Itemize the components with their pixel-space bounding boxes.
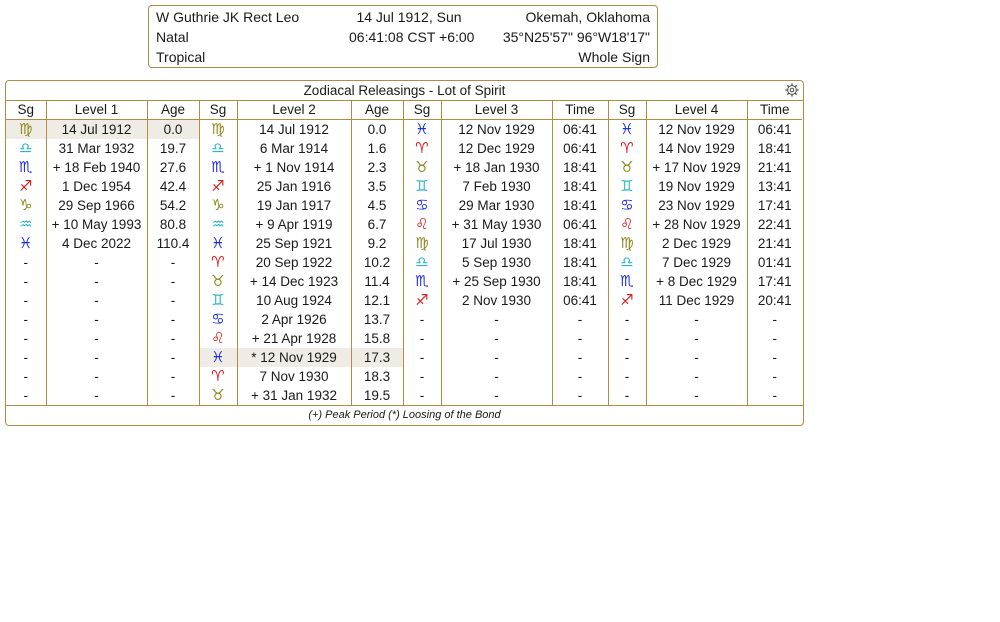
table-cell: 42.4	[147, 177, 199, 196]
table-cell: + 21 Apr 1928	[237, 329, 351, 348]
table-cell: -	[608, 367, 646, 386]
sign-cell	[199, 329, 237, 348]
table-cell: 14 Nov 1929	[646, 139, 747, 158]
table-cell: -	[46, 291, 147, 310]
table-cell: 13.7	[351, 310, 403, 329]
table-row[interactable]	[6, 253, 802, 272]
table-cell: 0.0	[351, 120, 403, 140]
zodiac-sign-icon: ♈	[211, 367, 225, 385]
table-cell: -	[552, 329, 608, 348]
table-cell: -	[747, 386, 802, 405]
table-cell: 80.8	[147, 215, 199, 234]
table-header-row	[6, 100, 802, 120]
column-header[interactable]: Level 4	[646, 100, 747, 120]
zodiac-sign-icon: ♈	[620, 139, 634, 157]
table-cell: 20:41	[747, 291, 802, 310]
zodiac-sign-icon: ♈	[415, 139, 429, 157]
table-cell: -	[646, 386, 747, 405]
sign-cell	[199, 310, 237, 329]
chart-info-box	[148, 5, 658, 68]
table-cell: -	[147, 348, 199, 367]
sign-cell	[199, 272, 237, 291]
table-cell: 4.5	[351, 196, 403, 215]
sign-cell	[199, 120, 237, 140]
chart-name: W Guthrie JK Rect Leo	[156, 9, 300, 25]
table-cell: -	[46, 386, 147, 405]
sign-cell	[403, 234, 441, 253]
table-cell: 13:41	[747, 177, 802, 196]
zodiac-sign-icon: ♏	[620, 272, 634, 290]
table-row[interactable]	[6, 329, 802, 348]
table-cell: 06:41	[552, 120, 608, 140]
column-header[interactable]: Sg	[6, 100, 46, 120]
sign-cell	[403, 120, 441, 140]
chart-info-row-3	[149, 46, 657, 66]
zodiac-sign-icon: ♒	[19, 215, 33, 233]
table-cell: 25 Sep 1921	[237, 234, 351, 253]
table-row[interactable]	[6, 310, 802, 329]
zodiac-sign-icon: ♎	[415, 253, 429, 271]
table-cell: 6 Mar 1914	[237, 139, 351, 158]
zodiac-sign-icon: ♍	[211, 120, 225, 138]
table-cell: 18:41	[552, 158, 608, 177]
table-cell: -	[23, 273, 28, 289]
house-system: Whole Sign	[578, 49, 650, 65]
table-cell: -	[646, 329, 747, 348]
table-cell: 18:41	[552, 234, 608, 253]
table-cell: 3.5	[351, 177, 403, 196]
table-cell: 12 Dec 1929	[441, 139, 552, 158]
table-row[interactable]	[6, 120, 802, 140]
column-header[interactable]: Level 1	[46, 100, 147, 120]
table-cell: 2 Dec 1929	[646, 234, 747, 253]
table-cell: -	[23, 254, 28, 270]
chart-time: 06:41:08 CST +6:00	[349, 29, 475, 45]
table-cell: 23 Nov 1929	[646, 196, 747, 215]
zodiac-sign-icon: ♒	[211, 215, 225, 233]
panel-title: Zodiacal Releasings - Lot of Spirit	[6, 81, 803, 101]
table-cell: 7 Nov 1930	[237, 367, 351, 386]
column-header[interactable]: Time	[552, 100, 608, 120]
zodiac-sign-icon: ♉	[211, 386, 225, 404]
table-cell: -	[608, 348, 646, 367]
zodiac-sign-icon: ♐	[19, 177, 33, 195]
table-cell: -	[403, 367, 441, 386]
table-cell: + 8 Dec 1929	[646, 272, 747, 291]
sign-cell	[608, 120, 646, 140]
table-cell: 29 Mar 1930	[441, 196, 552, 215]
table-cell: -	[147, 367, 199, 386]
zodiac-sign-icon: ♉	[211, 272, 225, 290]
table-cell: -	[403, 329, 441, 348]
table-cell: 4 Dec 2022	[46, 234, 147, 253]
table-cell: -	[441, 348, 552, 367]
table-cell: 22:41	[747, 215, 802, 234]
table-cell: 19.7	[147, 139, 199, 158]
table-cell: + 18 Jan 1930	[441, 158, 552, 177]
sign-cell	[6, 139, 46, 158]
table-cell: -	[46, 272, 147, 291]
table-cell: -	[608, 310, 646, 329]
table-cell: 21:41	[747, 234, 802, 253]
zodiac-sign-icon: ♎	[19, 139, 33, 157]
table-cell: 19 Nov 1929	[646, 177, 747, 196]
table-cell: + 28 Nov 1929	[646, 215, 747, 234]
table-cell: 18:41	[552, 196, 608, 215]
sign-cell	[199, 386, 237, 405]
table-cell: -	[147, 272, 199, 291]
sign-cell	[608, 253, 646, 272]
table-cell: + 17 Nov 1929	[646, 158, 747, 177]
sign-cell	[199, 367, 237, 386]
column-header[interactable]: Sg	[608, 100, 646, 120]
table-cell: + 31 Jan 1932	[237, 386, 351, 405]
table-cell: 06:41	[552, 291, 608, 310]
zodiac-sign-icon: ♎	[211, 139, 225, 157]
table-cell: 54.2	[147, 196, 199, 215]
table-cell: -	[23, 387, 28, 403]
table-cell: + 18 Feb 1940	[46, 158, 147, 177]
table-cell: 19 Jan 1917	[237, 196, 351, 215]
table-cell: 31 Mar 1932	[46, 139, 147, 158]
chart-place: Okemah, Oklahoma	[525, 9, 650, 25]
zodiac-sign-icon: ♍	[415, 234, 429, 252]
column-header[interactable]: Level 3	[441, 100, 552, 120]
table-cell: -	[747, 367, 802, 386]
sign-cell	[403, 158, 441, 177]
table-cell: 7 Dec 1929	[646, 253, 747, 272]
table-cell: 12.1	[351, 291, 403, 310]
table-cell: * 12 Nov 1929	[237, 348, 351, 367]
sign-cell	[608, 139, 646, 158]
column-header[interactable]: Age	[351, 100, 403, 120]
table-cell: + 31 May 1930	[441, 215, 552, 234]
table-cell: 01:41	[747, 253, 802, 272]
sign-cell	[6, 177, 46, 196]
table-cell: -	[608, 386, 646, 405]
table-cell: -	[646, 348, 747, 367]
table-cell: 2.3	[351, 158, 403, 177]
sign-cell	[199, 348, 237, 367]
table-cell: 1.6	[351, 139, 403, 158]
zodiac-sign-icon: ♌	[211, 329, 225, 347]
table-row[interactable]	[6, 291, 802, 310]
zodiac-sign-icon: ♓	[620, 120, 634, 138]
table-cell: 17 Jul 1930	[441, 234, 552, 253]
sign-cell	[608, 272, 646, 291]
table-cell: 18:41	[747, 139, 802, 158]
zodiac-type: Tropical	[156, 49, 206, 65]
table-cell: -	[46, 367, 147, 386]
sign-cell	[608, 158, 646, 177]
table-cell: + 10 May 1993	[46, 215, 147, 234]
sign-cell	[403, 272, 441, 291]
chart-info-row-1	[149, 6, 657, 26]
table-cell: -	[403, 310, 441, 329]
table-cell: -	[403, 348, 441, 367]
zodiac-sign-icon: ♏	[415, 272, 429, 290]
table-row[interactable]	[6, 367, 802, 386]
table-cell: -	[46, 348, 147, 367]
sign-cell	[6, 215, 46, 234]
sign-cell	[199, 139, 237, 158]
table-row[interactable]	[6, 272, 802, 291]
table-cell: -	[552, 310, 608, 329]
table-cell: + 25 Sep 1930	[441, 272, 552, 291]
table-row[interactable]	[6, 158, 802, 177]
column-header[interactable]: Level 2	[237, 100, 351, 120]
sign-cell	[199, 234, 237, 253]
table-cell: 21:41	[747, 158, 802, 177]
table-cell: 14 Jul 1912	[46, 120, 147, 140]
table-cell: -	[23, 330, 28, 346]
table-cell: -	[46, 310, 147, 329]
zodiac-sign-icon: ♏	[19, 158, 33, 176]
table-cell: -	[147, 386, 199, 405]
table-cell: -	[147, 329, 199, 348]
table-cell: 20 Sep 1922	[237, 253, 351, 272]
table-cell: 18:41	[552, 253, 608, 272]
table-cell: -	[23, 368, 28, 384]
table-cell: 18:41	[552, 272, 608, 291]
zodiac-sign-icon: ♈	[211, 253, 225, 271]
table-cell: -	[747, 348, 802, 367]
table-cell: -	[23, 292, 28, 308]
table-cell: 18:41	[552, 177, 608, 196]
zodiac-sign-icon: ♏	[211, 158, 225, 176]
table-cell: 1 Dec 1954	[46, 177, 147, 196]
table-cell: -	[747, 310, 802, 329]
sign-cell	[199, 196, 237, 215]
legend-footer: (+) Peak Period (*) Loosing of the Bond	[6, 405, 803, 425]
table-cell: 15.8	[351, 329, 403, 348]
table-cell: 17:41	[747, 196, 802, 215]
releasing-panel	[5, 80, 804, 426]
chart-coordinates: 35°N25'57" 96°W18'17"	[502, 29, 650, 45]
sign-cell	[403, 215, 441, 234]
column-header[interactable]: Sg	[199, 100, 237, 120]
sign-cell	[6, 158, 46, 177]
column-header[interactable]: Sg	[403, 100, 441, 120]
zodiac-sign-icon: ♌	[415, 215, 429, 233]
chart-date: 14 Jul 1912, Sun	[356, 9, 462, 25]
table-cell: -	[441, 386, 552, 405]
table-cell: 10 Aug 1924	[237, 291, 351, 310]
sign-cell	[608, 215, 646, 234]
table-row[interactable]	[6, 139, 802, 158]
table-cell: -	[646, 367, 747, 386]
zodiac-sign-icon: ♎	[620, 253, 634, 271]
zodiac-sign-icon: ♌	[620, 215, 634, 233]
table-cell: 27.6	[147, 158, 199, 177]
table-cell: -	[46, 329, 147, 348]
sign-cell	[403, 291, 441, 310]
column-header[interactable]: Age	[147, 100, 199, 120]
zodiac-sign-icon: ♋	[620, 196, 634, 214]
sign-cell	[608, 196, 646, 215]
table-cell: -	[552, 386, 608, 405]
table-cell: -	[147, 291, 199, 310]
table-cell: 17.3	[351, 348, 403, 367]
table-cell: 14 Jul 1912	[237, 120, 351, 140]
zodiac-sign-icon: ♊	[211, 291, 225, 309]
sign-cell	[403, 177, 441, 196]
chart-type: Natal	[156, 29, 189, 45]
zodiac-sign-icon: ♑	[211, 196, 225, 214]
gear-icon[interactable]	[785, 83, 799, 97]
table-cell: -	[403, 386, 441, 405]
table-cell: + 1 Nov 1914	[237, 158, 351, 177]
table-cell: -	[147, 310, 199, 329]
table-row[interactable]	[6, 215, 802, 234]
table-row[interactable]	[6, 386, 802, 405]
sign-cell	[199, 291, 237, 310]
table-cell: -	[46, 253, 147, 272]
sign-cell	[199, 215, 237, 234]
sign-cell	[608, 177, 646, 196]
table-cell: 2 Nov 1930	[441, 291, 552, 310]
table-cell: 06:41	[552, 215, 608, 234]
table-cell: 6.7	[351, 215, 403, 234]
table-cell: + 9 Apr 1919	[237, 215, 351, 234]
table-cell: 18.3	[351, 367, 403, 386]
zodiac-sign-icon: ♉	[415, 158, 429, 176]
zodiac-sign-icon: ♋	[415, 196, 429, 214]
column-header[interactable]: Time	[747, 100, 802, 120]
table-cell: 10.2	[351, 253, 403, 272]
table-cell: -	[23, 349, 28, 365]
zodiac-sign-icon: ♍	[19, 120, 33, 138]
sign-cell	[6, 196, 46, 215]
zodiac-sign-icon: ♓	[211, 234, 225, 252]
table-cell: -	[747, 329, 802, 348]
table-row[interactable]	[6, 196, 802, 215]
sign-cell	[6, 234, 46, 253]
table-row[interactable]	[6, 234, 802, 253]
chart-info-row-2	[149, 26, 657, 46]
zodiac-sign-icon: ♍	[620, 234, 634, 252]
sign-cell	[608, 291, 646, 310]
table-cell: 0.0	[147, 120, 199, 140]
table-cell: 5 Sep 1930	[441, 253, 552, 272]
table-cell: -	[441, 329, 552, 348]
table-cell: -	[608, 329, 646, 348]
zodiac-sign-icon: ♊	[620, 177, 634, 195]
table-cell: 7 Feb 1930	[441, 177, 552, 196]
table-cell: 06:41	[747, 120, 802, 140]
table-cell: -	[646, 310, 747, 329]
table-cell: + 14 Dec 1923	[237, 272, 351, 291]
sign-cell	[199, 177, 237, 196]
table-cell: -	[552, 367, 608, 386]
table-cell: 17:41	[747, 272, 802, 291]
zodiac-sign-icon: ♉	[620, 158, 634, 176]
table-cell: -	[23, 311, 28, 327]
sign-cell	[403, 253, 441, 272]
zodiac-sign-icon: ♓	[211, 348, 225, 366]
table-cell: 12 Nov 1929	[441, 120, 552, 140]
table-cell: 25 Jan 1916	[237, 177, 351, 196]
table-row[interactable]	[6, 348, 802, 367]
table-cell: 11 Dec 1929	[646, 291, 747, 310]
table-cell: 2 Apr 1926	[237, 310, 351, 329]
table-cell: 11.4	[351, 272, 403, 291]
zodiac-sign-icon: ♐	[211, 177, 225, 195]
sign-cell	[403, 196, 441, 215]
zodiac-sign-icon: ♊	[415, 177, 429, 195]
table-row[interactable]	[6, 177, 802, 196]
table-cell: -	[147, 253, 199, 272]
table-cell: -	[441, 310, 552, 329]
table-body	[6, 120, 802, 406]
sign-cell	[608, 234, 646, 253]
table-cell: -	[441, 367, 552, 386]
table-cell: 06:41	[552, 139, 608, 158]
sign-cell	[403, 139, 441, 158]
table-cell: 29 Sep 1966	[46, 196, 147, 215]
table-cell: 19.5	[351, 386, 403, 405]
table-cell: 110.4	[147, 234, 199, 253]
releasing-table	[6, 100, 802, 405]
zodiac-sign-icon: ♋	[211, 310, 225, 328]
zodiac-sign-icon: ♓	[19, 234, 33, 252]
sign-cell	[199, 253, 237, 272]
sign-cell	[6, 120, 46, 140]
sign-cell	[199, 158, 237, 177]
table-cell: -	[552, 348, 608, 367]
zodiac-sign-icon: ♐	[620, 291, 634, 309]
zodiac-sign-icon: ♑	[19, 196, 33, 214]
zodiac-sign-icon: ♓	[415, 120, 429, 138]
zodiac-sign-icon: ♐	[415, 291, 429, 309]
table-cell: 9.2	[351, 234, 403, 253]
table-cell: 12 Nov 1929	[646, 120, 747, 140]
